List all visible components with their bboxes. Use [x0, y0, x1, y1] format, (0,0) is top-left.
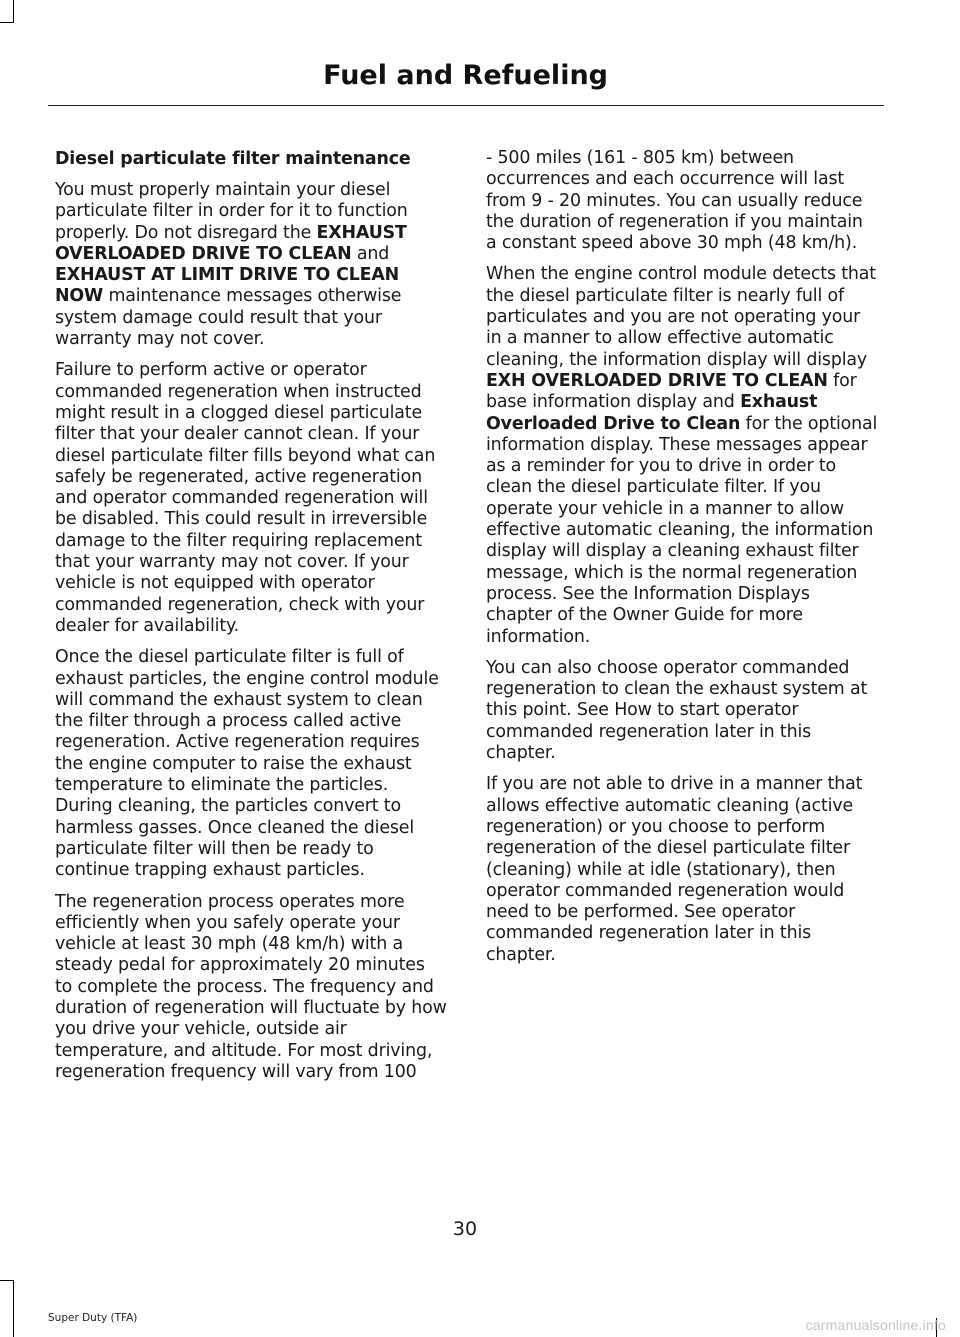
- text-run: You must properly maintain your diesel particulate filter in order for it to function properly. Do not disregard the: [55, 180, 408, 243]
- text-run: and: [351, 243, 390, 264]
- footer-label: Super Duty (TFA): [48, 1312, 138, 1324]
- header-divider: [48, 105, 884, 106]
- message-exh-overloaded: EXH OVERLOADED DRIVE TO CLEAN: [486, 370, 828, 391]
- paragraph-idle-regeneration: If you are not able to drive in a manner that allows effective automatic cleaning (active regeneration) or you choose to perform regeneration of the diesel particulate filter (cleaning) while at idle (stationary), then operator commanded regeneration would need to be performed. See operator commanded regeneration later in this chapter.: [486, 774, 863, 965]
- message-exhaust-at-limit: EXHAUST AT LIMIT DRIVE TO CLEAN NOW: [55, 265, 400, 307]
- left-column: [55, 148, 447, 1093]
- text-run: When the engine control module detects that the diesel particulate filter is nearly full of particulates and you are not operating your in a manner to allow effective automatic cleaning, the information display will display: [486, 264, 876, 370]
- crop-mark-bottom-left-horizontal: [0, 1280, 14, 1281]
- section-heading: Diesel particulate filter maintenance: [55, 149, 411, 169]
- right-column: [486, 148, 878, 976]
- text-run: for the optional information display. These messages appear as a reminder for you to drive in order to clean the diesel particulate filter. If you operate your vehicle in a manner to allow effective automatic cleaning, the information display will display a cleaning exhaust filter message, which is the normal regeneration process. See the Information Displays chapter of the Owner Guide for more information.: [486, 413, 878, 647]
- paragraph-active-regeneration: Once the diesel particulate filter is full of exhaust particles, the engine control module will command the exhaust system to clean the filter through a process called active regeneration. Active regeneration requires the engine computer to raise the exhaust temperature to eliminate the particles. During cleaning, the particles convert to harmless gasses. Once cleaned the diesel particulate filter will then be ready to continue trapping exhaust particles.: [55, 647, 439, 881]
- watermark: carmanualsonline.info: [805, 1317, 946, 1333]
- text-run: maintenance messages otherwise system damage could result that your warranty may not cover.: [55, 286, 402, 350]
- paragraph-regeneration-frequency: - 500 miles (161 - 805 km) between occurrences and each occurrence will last from 9 - 20 minutes. You can usually reduce the duration of regeneration if you maintain a constant speed above 30 mph (48 km/h).: [486, 148, 863, 254]
- message-exhaust-overloaded-optional: Exhaust Overloaded Drive to Clean: [486, 392, 818, 434]
- page-number: 30: [452, 1218, 478, 1240]
- page-title: Fuel and Refueling: [323, 60, 608, 91]
- message-exhaust-overloaded: EXHAUST OVERLOADED DRIVE TO CLEAN: [55, 222, 407, 264]
- crop-mark-bottom-left-vertical: [13, 1280, 14, 1337]
- paragraph-maintenance-warning: [55, 180, 447, 350]
- paragraph-failure: Failure to perform active or operator commanded regeneration when instructed might result in a clogged diesel particulate filter that your dealer cannot clean. If your diesel particulate filter fills beyond what can safely be regenerated, active regeneration and operator commanded regeneration will be disabled. This could result in irreversible damage to the filter requiring replacement that your warranty may not cover. If your vehicle is not equipped with operator commanded regeneration, check with your dealer for availability.: [55, 360, 436, 636]
- crop-mark-top-left-vertical: [13, 0, 14, 22]
- text-run: for base information display and: [486, 370, 857, 413]
- paragraph-operator-commanded: You can also choose operator commanded regeneration to clean the exhaust system at this point. See How to start operator commanded regeneration later in this chapter.: [486, 657, 868, 764]
- crop-mark-top-left-horizontal: [0, 22, 14, 23]
- paragraph-display-messages: [486, 264, 878, 647]
- paragraph-regeneration-process: The regeneration process operates more efficiently when you safely operate your vehicle at least 30 mph (48 km/h) with a steady pedal for approximately 20 minutes to complete the process. The frequency and duration of regeneration will fluctuate by how you drive your vehicle, outside air temperature, and altitude. For most driving, regeneration frequency will vary from 100: [55, 891, 447, 1082]
